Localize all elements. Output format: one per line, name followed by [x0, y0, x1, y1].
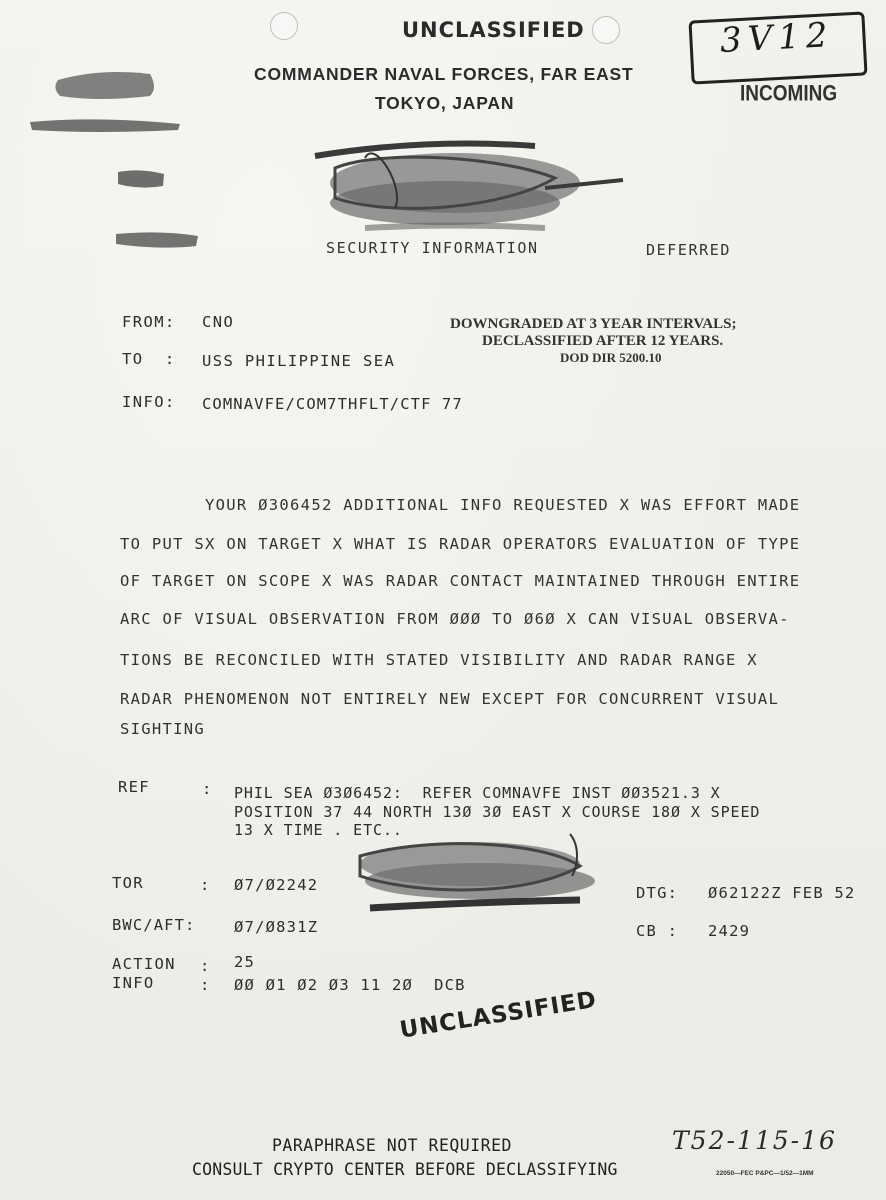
message-line: SIGHTING — [120, 720, 206, 738]
info-dist-value: ØØ Ø1 Ø2 Ø3 11 2Ø DCB — [234, 976, 466, 994]
downgrade-line-3: DOD DIR 5200.10 — [560, 350, 662, 365]
cb-value: 2429 — [708, 922, 751, 940]
bwc-label: BWC/AFT: — [112, 916, 196, 934]
dtg-value: Ø62122Z FEB 52 — [708, 884, 856, 902]
tor-separator: : — [200, 876, 210, 894]
tor-value: Ø7/Ø2242 — [234, 876, 319, 894]
message-line: ARC OF VISUAL OBSERVATION FROM ØØØ TO Ø6Ø X CAN VISUAL OBSERVA- — [120, 610, 790, 628]
ref-line: POSITION 37 44 NORTH 13Ø 3Ø EAST X COURSE 18Ø X SPEED — [234, 803, 761, 821]
message-line: TO PUT SX ON TARGET X WHAT IS RADAR OPERATORS EVALUATION OF TYPE — [120, 535, 801, 553]
command-location: TOKYO, JAPAN — [375, 93, 515, 113]
downgrade-line-1: DOWNGRADED AT 3 YEAR INTERVALS; — [450, 316, 737, 332]
classification-bottom: UNCLASSIFIED — [398, 986, 599, 1044]
ref-line: PHIL SEA Ø3Ø6452: REFER COMNAVFE INST ØØ3521.3 X — [234, 784, 721, 802]
info-label: INFO: — [122, 393, 176, 411]
incoming-stamp: INCOMING — [740, 82, 838, 107]
info-value: COMNAVFE/COM7THFLT/CTF 77 — [202, 395, 463, 413]
ref-line: 13 X TIME . ETC.. — [234, 821, 403, 839]
cb-label: CB : — [636, 922, 679, 940]
command-title: COMMANDER NAVAL FORCES, FAR EAST — [254, 64, 634, 84]
bwc-value: Ø7/Ø831Z — [234, 918, 319, 936]
action-label: ACTION — [112, 955, 176, 973]
to-value: USS PHILIPPINE SEA — [202, 352, 396, 370]
action-value: 25 — [234, 953, 256, 971]
info-dist-label: INFO — [112, 974, 155, 992]
redaction-marks-left — [0, 60, 220, 260]
footer-line-2: CONSULT CRYPTO CENTER BEFORE DECLASSIFYING — [192, 1160, 618, 1179]
tor-label: TOR — [112, 874, 144, 892]
ref-separator: : — [202, 780, 212, 798]
message-line: YOUR Ø306452 ADDITIONAL INFO REQUESTED X WAS EFFORT MADE — [205, 496, 801, 514]
punch-hole-right — [592, 16, 620, 44]
form-code: 22050—FEC P&PC—1/52—1MM — [716, 1170, 814, 1177]
to-label: TO : — [122, 350, 176, 368]
from-value: CNO — [202, 313, 235, 331]
from-label: FROM: — [122, 313, 176, 331]
classification-top: UNCLASSIFIED — [402, 18, 585, 42]
message-line: OF TARGET ON SCOPE X WAS RADAR CONTACT MAINTAINED THROUGH ENTIRE — [120, 572, 801, 590]
downgrade-line-2: DECLASSIFIED AFTER 12 YEARS. — [482, 333, 724, 349]
message-line: RADAR PHENOMENON NOT ENTIRELY NEW EXCEPT FOR CONCURRENT VISUAL — [120, 690, 780, 708]
redaction-scribble-top — [305, 128, 635, 243]
redaction-scribble-middle — [340, 826, 610, 926]
dtg-label: DTG: — [636, 884, 679, 902]
handwritten-reference: T52-115-16 — [672, 1126, 837, 1155]
file-number: 3V12 — [719, 15, 835, 61]
precedence-label: DEFERRED — [646, 241, 732, 259]
footer-line-1: PARAPHRASE NOT REQUIRED — [272, 1136, 512, 1155]
message-line: TIONS BE RECONCILED WITH STATED VISIBILITY AND RADAR RANGE X — [120, 651, 758, 669]
action-separator: : — [200, 957, 210, 975]
ref-label: REF — [118, 778, 150, 796]
punch-hole-left — [270, 12, 298, 40]
security-label: SECURITY INFORMATION — [326, 239, 539, 257]
info-dist-separator: : — [200, 976, 210, 994]
